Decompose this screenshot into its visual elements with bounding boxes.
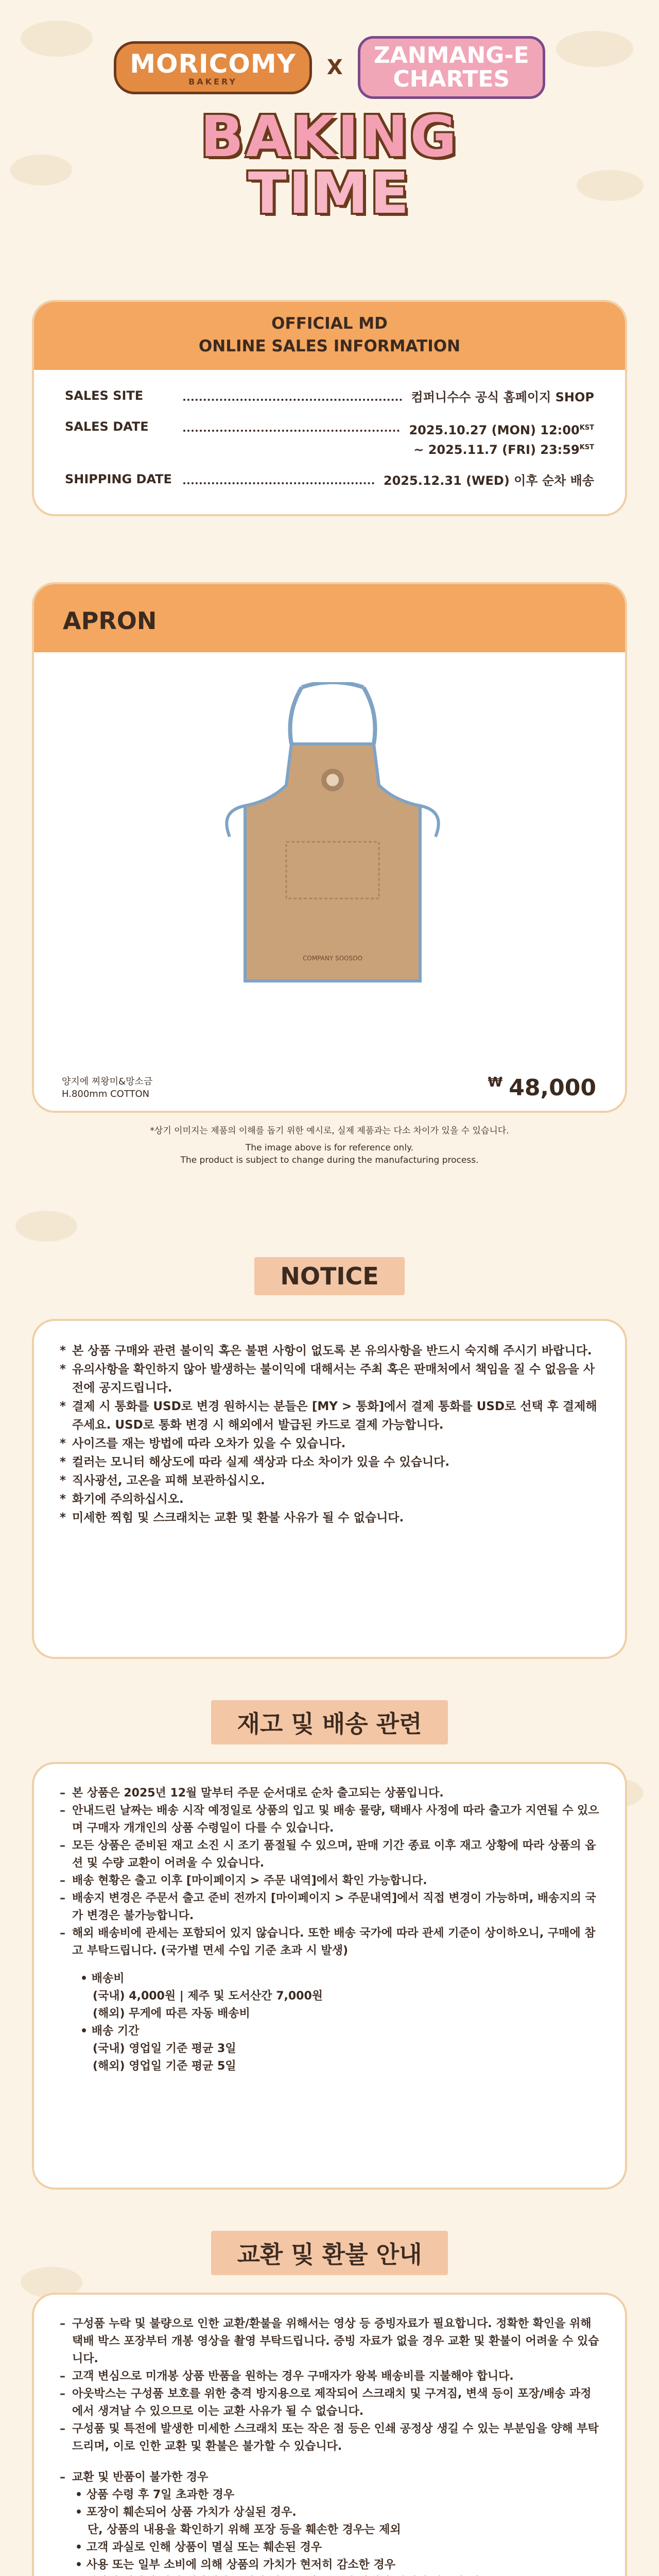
delivery-list bbox=[60, 1785, 599, 1960]
shipping-period-domestic: (국내) 영업일 기준 평균 3일 bbox=[93, 2042, 236, 2055]
sales-date-end: ~ 2025.11.7 (FRI) 23:59 bbox=[413, 443, 580, 457]
exchange-list bbox=[60, 2315, 599, 2455]
moricomy-logo-text: MORICOMY bbox=[130, 48, 296, 79]
not-allowed-exception: 단, 상품의 내용을 확인하기 위해 포장 등을 훼손한 경우는 제외 bbox=[88, 2523, 401, 2536]
exchange-title bbox=[0, 2231, 659, 2275]
info-value: 컴퍼니수수 공식 홈페이지 SHOP bbox=[411, 390, 594, 404]
delivery-item: – 본 상품은 2025년 12월 말부터 주문 순서대로 순차 출고되는 상품입니다. bbox=[60, 1785, 599, 1802]
title-line-1: BAKING bbox=[200, 104, 459, 170]
notice-item: * 유의사항을 확인하지 않아 발생하는 불이익에 대해서는 주최 혹은 판매처에서 책임을 질 수 없음을 사전에 공지드립니다. bbox=[60, 1360, 599, 1397]
shipping-period-overseas: (해외) 영업일 기준 평균 5일 bbox=[93, 2060, 236, 2073]
timezone-label: KST bbox=[579, 424, 594, 432]
not-allowed-title: – 교환 및 반품이 불가한 경우 bbox=[60, 2469, 599, 2486]
shipping-fee-label: • 배송비 bbox=[80, 1972, 125, 1985]
header bbox=[0, 0, 659, 247]
info-label: SALES SITE bbox=[65, 388, 144, 403]
material-line-1: 양지에 찌왕미&망소금 bbox=[62, 1076, 153, 1087]
product-material bbox=[62, 1076, 152, 1100]
delivery-card bbox=[32, 1762, 627, 2190]
notice-item: * 직사광선, 고온을 피해 보관하십시오. bbox=[60, 1471, 599, 1490]
exchange-item: – 구성품 누락 및 불량으로 인한 교환/환불을 위해서는 영상 등 증빙자료가 필요합니다. 정확한 확인을 위해 택배 박스 포장부터 개봉 영상을 촬영 부탁드립니다. 증빙 자료가 없을 경우 교환 및 환불이 어려울 수 있습니다. bbox=[60, 2315, 599, 2368]
collab-x: X bbox=[326, 56, 343, 80]
exchange-item: – 아웃박스는 구성품 보호를 위한 충격 방지용으로 제작되어 스크래치 및 구겨짐, 변색 등이 포장/배송 과정에서 생겨날 수 있으므로 이는 교환 사유가 될 수 없습니다. bbox=[60, 2385, 599, 2420]
not-allowed-item bbox=[75, 2574, 599, 2576]
notice-item: * 본 상품 구매와 관련 불이익 혹은 불편 사항이 없도록 본 유의사항을 반드시 숙지해 주시기 바랍니다. bbox=[60, 1342, 599, 1360]
notice-item: * 미세한 찍힘 및 스크래치는 교환 및 환불 사유가 될 수 없습니다. bbox=[60, 1509, 599, 1527]
exchange-item: – 구성품 및 특전에 발생한 미세한 스크래치 또는 작은 점 등은 인쇄 공정상 생길 수 있는 부분임을 양해 부탁드리며, 이로 인한 교환 및 환불은 불가할 수 있습니다. bbox=[60, 2420, 599, 2455]
exchange-card bbox=[32, 2293, 627, 2576]
info-label: SALES DATE bbox=[65, 419, 149, 434]
delivery-title bbox=[0, 1700, 659, 1744]
currency-symbol: ₩ bbox=[488, 1075, 503, 1090]
not-allowed-item: • 고객 과실로 인해 상품이 멸실 또는 훼손된 경우 bbox=[75, 2541, 322, 2554]
dotted-leader bbox=[183, 427, 400, 432]
info-value bbox=[409, 419, 594, 459]
not-allowed-item: • 사용 또는 일부 소비에 의해 상품의 가치가 현저히 감소한 경우 bbox=[75, 2558, 395, 2571]
shipping-fee-overseas: (해외) 무게에 따른 자동 배송비 bbox=[93, 2007, 250, 2020]
delivery-item: – 안내드린 날짜는 배송 시작 예정일로 상품의 입고 및 배송 물량, 택배사 사정에 따라 출고가 지연될 수 있으며 구매자 개개인의 상품 수령일이 다를 수 있습니다. bbox=[60, 1802, 599, 1837]
exchange-item: – 고객 변심으로 미개봉 상품 반품을 원하는 경우 구매자가 왕복 배송비를 지불해야 합니다. bbox=[60, 2368, 599, 2385]
delivery-item: – 배송 현황은 출고 이후 [마이페이지 > 주문 내역]에서 확인 가능합니다. bbox=[60, 1872, 599, 1890]
dotted-leader bbox=[183, 396, 402, 401]
zanmang-logo bbox=[358, 36, 545, 99]
title-line-2: TIME bbox=[248, 160, 411, 226]
notice-title-text: NOTICE bbox=[254, 1257, 404, 1295]
shipping-period-label: • 배송 기간 bbox=[80, 2025, 140, 2038]
not-allowed-item: • 상품 수령 후 7일 초과한 경우 bbox=[75, 2488, 235, 2501]
zanmang-logo-top: ZANMANG-E bbox=[373, 42, 529, 69]
product-price bbox=[488, 1075, 596, 1101]
moricomy-logo-sub: BAKERY bbox=[188, 76, 237, 87]
info-value: 2025.12.31 (WED) 이후 순차 배송 bbox=[383, 473, 594, 488]
info-row-site bbox=[65, 388, 594, 406]
not-allowed-item: • 포장이 훼손되어 상품 가치가 상실된 경우. bbox=[75, 2506, 297, 2519]
delivery-item: – 해외 배송비에 관세는 포함되어 있지 않습니다. 또한 배송 국가에 따라 관세 기준이 상이하오니, 구매에 참고 부탁드립니다. (국가별 면세 수입 기준 초과 시 발생) bbox=[60, 1925, 599, 1960]
zanmang-logo-bottom: CHARTES bbox=[393, 66, 510, 93]
product-name: APRON bbox=[34, 584, 625, 652]
moricomy-logo bbox=[114, 41, 312, 94]
page-title bbox=[0, 104, 659, 226]
image-note-en-2: The product is subject to change during the manufacturing process. bbox=[180, 1155, 479, 1165]
notice-item: * 화기에 주의하십시오. bbox=[60, 1490, 599, 1509]
sales-date-start: 2025.10.27 (MON) 12:00 bbox=[409, 423, 580, 437]
delivery-title-text: 재고 및 배송 관련 bbox=[211, 1700, 447, 1744]
info-label: SHIPPING DATE bbox=[65, 472, 172, 486]
sales-info-heading bbox=[34, 302, 625, 370]
price-value: 48,000 bbox=[509, 1075, 596, 1101]
shipping-fee-domestic: (국내) 4,000원 | 제주 및 도서산간 7,000원 bbox=[93, 1990, 323, 2003]
delivery-item: – 배송지 변경은 주문서 출고 준비 전까지 [마이페이지 > 주문내역]에서 직접 변경이 가능하며, 배송지의 국가 변경은 불가능합니다. bbox=[60, 1890, 599, 1925]
dotted-leader bbox=[183, 479, 374, 484]
sales-info-heading-1: OFFICIAL MD bbox=[271, 314, 388, 333]
shipping-fee-block bbox=[60, 1970, 599, 2075]
image-note-en-1: The image above is for reference only. bbox=[245, 1143, 414, 1153]
notice-item: * 컬러는 모니터 해상도에 따라 실제 색상과 다소 차이가 있을 수 있습니다. bbox=[60, 1453, 599, 1471]
apron-print-text: COMPANY SOOSOO bbox=[303, 955, 362, 962]
image-note-ko: *상기 이미지는 제품의 이해를 돕기 위한 예시로, 실제 제품과는 다소 차이가 있을 수 있습니다. bbox=[150, 1126, 509, 1136]
info-row-shipping bbox=[65, 472, 594, 489]
material-line-2: H.800mm COTTON bbox=[62, 1089, 150, 1099]
exchange-title-text: 교환 및 환불 안내 bbox=[211, 2231, 447, 2275]
notice-item: * 결제 시 통화를 USD로 변경 원하시는 분들은 [MY > 통화]에서 결제 통화를 USD로 선택 후 결제해 주세요. USD로 통화 변경 시 해외에서 발급된 카드로 결제 가능합니다. bbox=[60, 1397, 599, 1434]
notice-list bbox=[60, 1342, 599, 1527]
notice-item: * 사이즈를 재는 방법에 따라 오차가 있을 수 있습니다. bbox=[60, 1434, 599, 1453]
info-row-date bbox=[65, 419, 594, 459]
notice-card bbox=[32, 1319, 627, 1659]
background-bread-shape bbox=[15, 1211, 77, 1242]
sales-info-card bbox=[32, 300, 627, 516]
brand-logos bbox=[0, 36, 659, 99]
timezone-label: KST bbox=[579, 444, 594, 451]
product-card-apron bbox=[32, 582, 627, 1113]
sales-info-heading-2: ONLINE SALES INFORMATION bbox=[198, 337, 461, 355]
notice-title bbox=[0, 1257, 659, 1295]
apron-image bbox=[224, 682, 441, 986]
delivery-item: – 모든 상품은 준비된 재고 소진 시 조기 품절될 수 있으며, 판매 기간 종료 이후 재고 상황에 따라 상품의 옵션 및 수량 교환이 어려울 수 있습니다. bbox=[60, 1837, 599, 1872]
not-allowed-list bbox=[60, 2486, 599, 2576]
not-allowed-heading-list bbox=[60, 2469, 599, 2486]
